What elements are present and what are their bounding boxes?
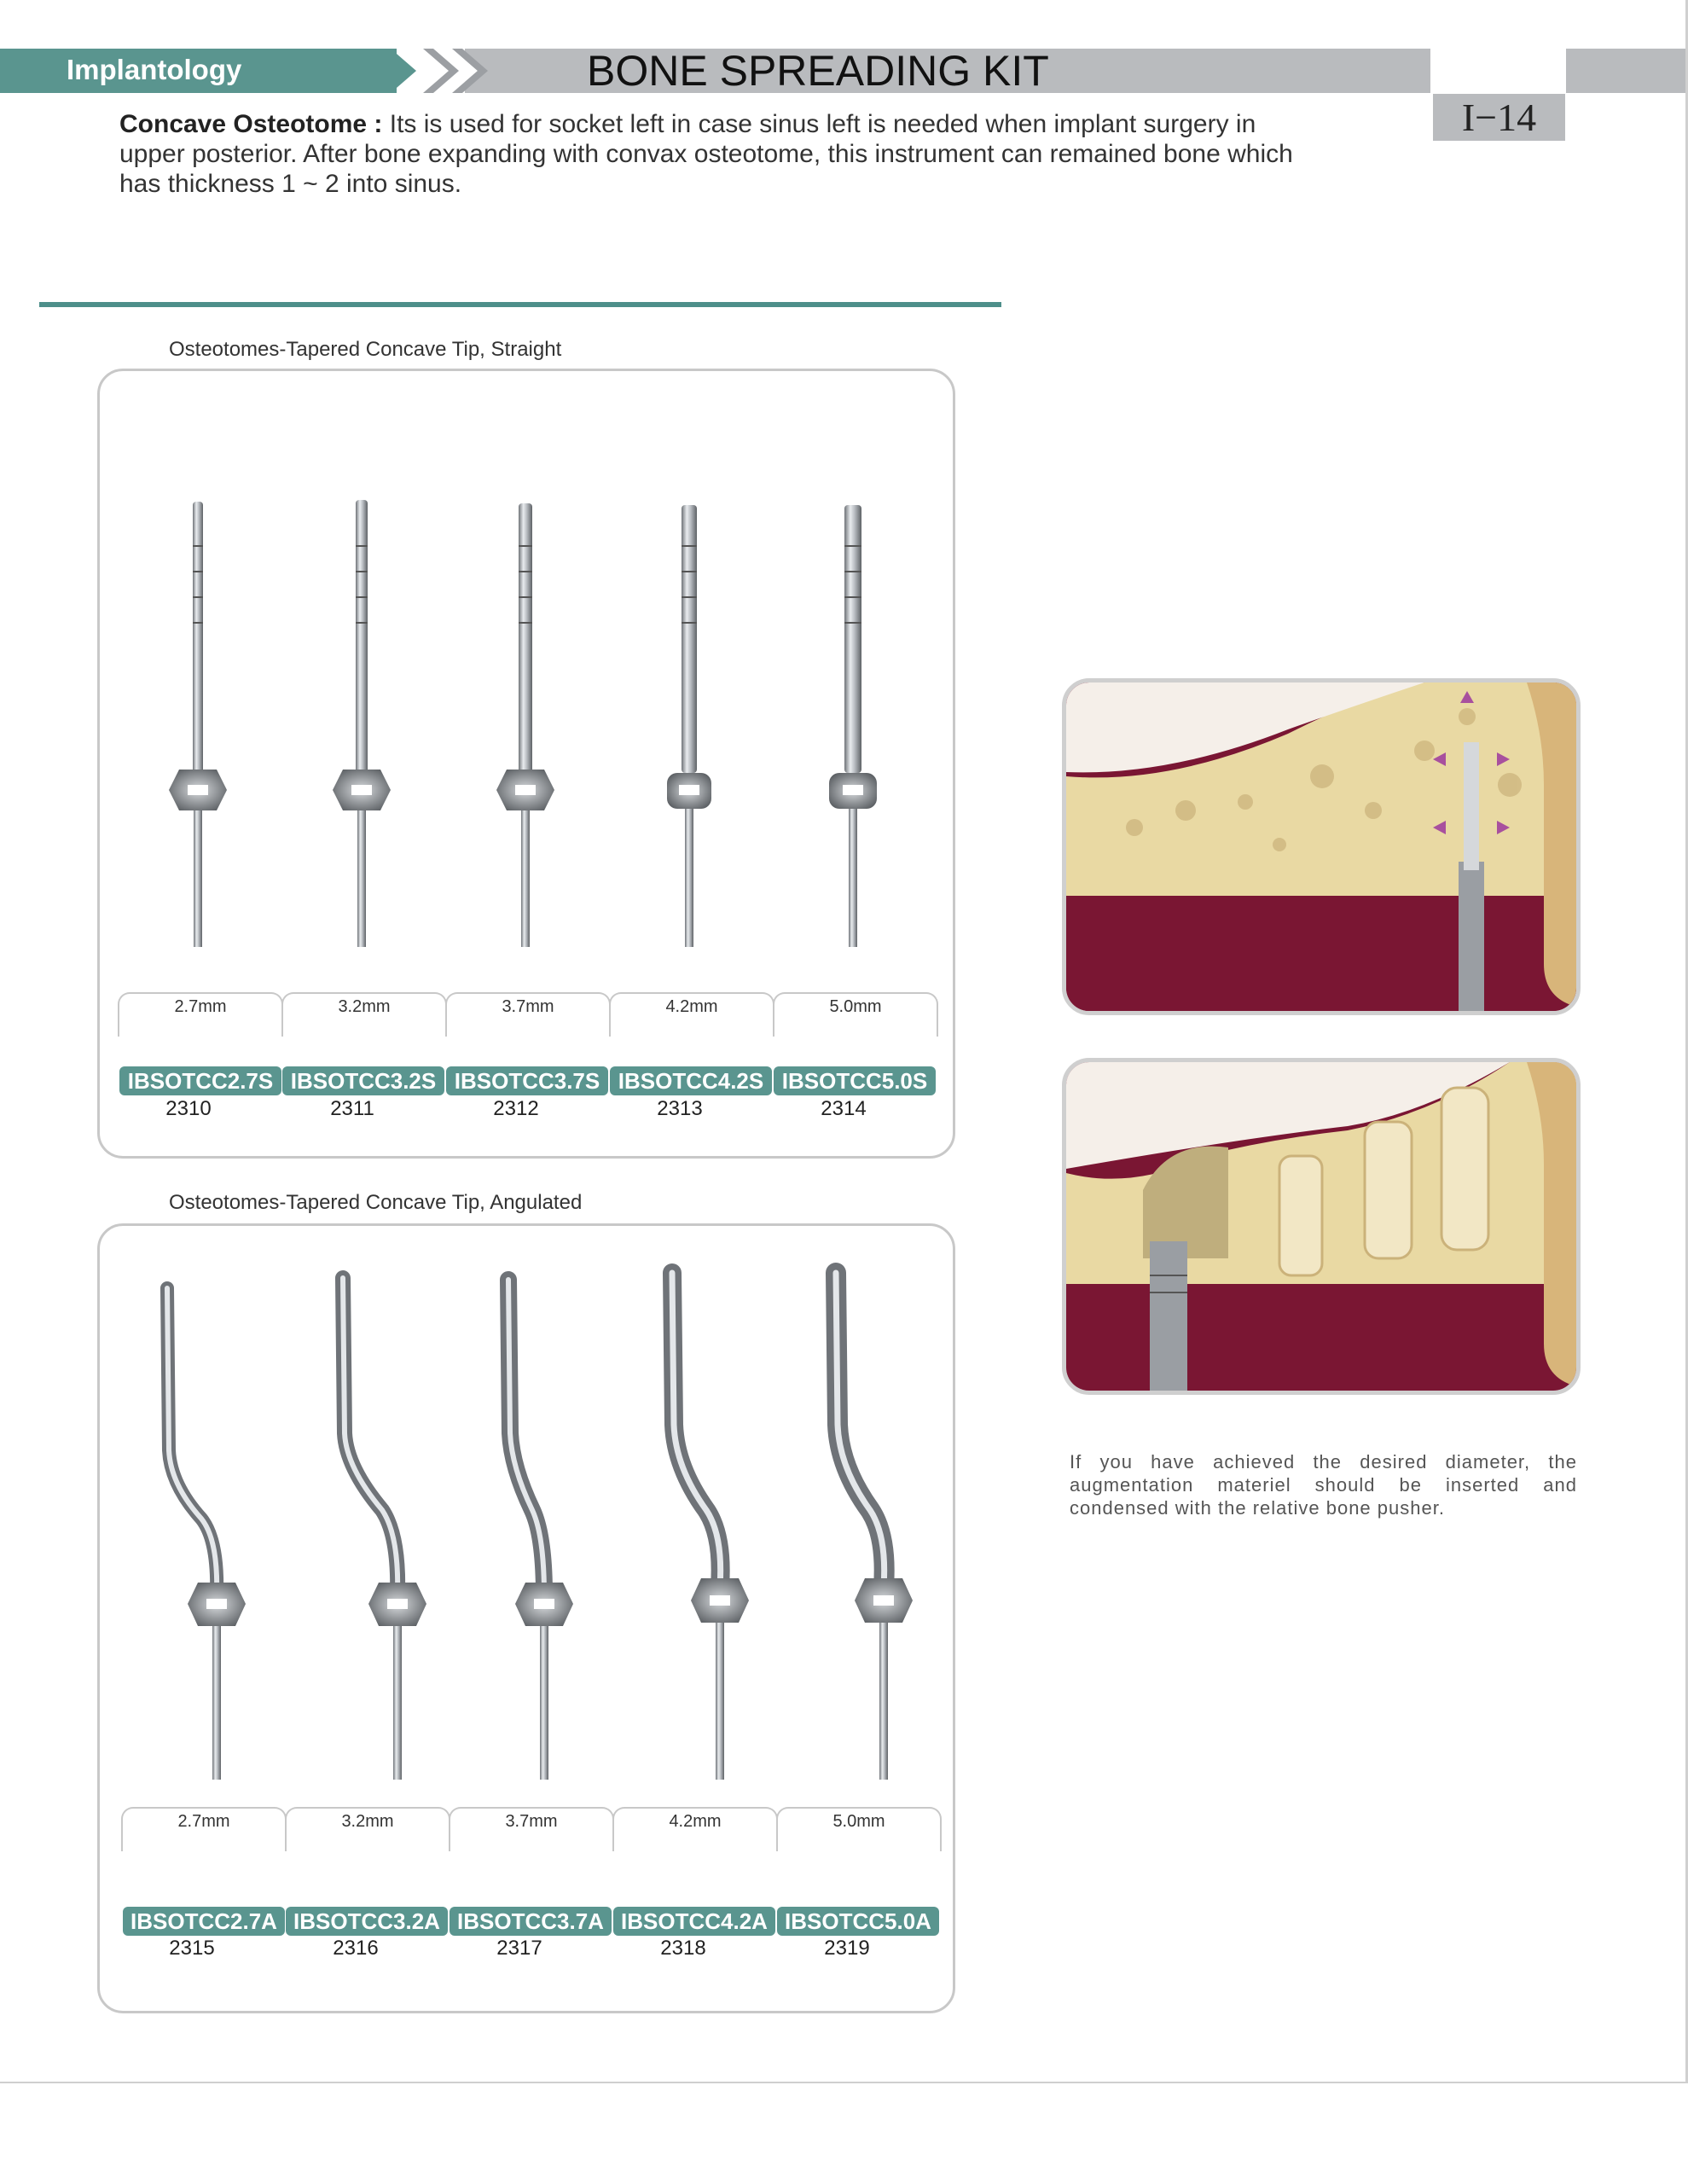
product-code: IBSOTCC4.2A bbox=[613, 1907, 775, 1936]
section-title-straight: Osteotomes-Tapered Concave Tip, Straight bbox=[169, 338, 562, 361]
size-label: 5.0mm bbox=[773, 992, 938, 1037]
angulated-osteotome-icon bbox=[508, 1280, 573, 1780]
catalog-number: 2311 bbox=[330, 1097, 374, 1120]
usage-note: If you have achieved the desired diameter, the augmentation materiel should be inserted and condensed with the relative bone pusher. bbox=[1070, 1451, 1577, 1519]
product-code: IBSOTCC3.7S bbox=[446, 1066, 608, 1095]
size-label: 5.0mm bbox=[776, 1807, 942, 1851]
footer-divider bbox=[0, 2082, 1688, 2083]
product-code: IBSOTCC5.0S bbox=[774, 1066, 936, 1095]
size-label: 3.2mm bbox=[285, 1807, 450, 1851]
angulated-osteotome-icon bbox=[672, 1273, 749, 1780]
size-label: 3.7mm bbox=[445, 992, 611, 1037]
page-number: I−14 bbox=[1433, 94, 1565, 141]
angulated-osteotome-icon bbox=[343, 1278, 426, 1780]
angulated-osteotomes-image bbox=[97, 1254, 950, 1792]
description bbox=[119, 109, 1314, 199]
osteotome-icon bbox=[496, 503, 554, 947]
osteotome-icon bbox=[829, 505, 877, 947]
chevron-arrows-icon bbox=[375, 49, 512, 93]
bone-pusher-illustration bbox=[1062, 1058, 1581, 1395]
product-code: IBSOTCC5.0A bbox=[777, 1907, 939, 1936]
straight-osteotomes-image bbox=[97, 486, 950, 964]
category-label: Implantology bbox=[67, 54, 242, 85]
size-label: 2.7mm bbox=[118, 992, 283, 1037]
catalog-number: 2318 bbox=[660, 1937, 706, 1960]
size-label: 4.2mm bbox=[609, 992, 774, 1037]
page-title: BONE SPREADING KIT bbox=[587, 47, 1049, 95]
osteotome-icon bbox=[667, 505, 711, 947]
size-label: 3.7mm bbox=[449, 1807, 614, 1851]
product-code: IBSOTCC3.2A bbox=[286, 1907, 448, 1936]
product-code: IBSOTCC3.2S bbox=[282, 1066, 444, 1095]
sinus-osteotome-illustration bbox=[1062, 678, 1581, 1015]
section-divider bbox=[39, 302, 1001, 307]
osteotome-icon bbox=[169, 502, 227, 947]
size-label: 2.7mm bbox=[121, 1807, 287, 1851]
angulated-osteotome-icon bbox=[167, 1288, 246, 1780]
catalog-number: 2312 bbox=[493, 1097, 539, 1120]
catalog-number: 2315 bbox=[169, 1937, 215, 1960]
product-code: IBSOTCC3.7A bbox=[450, 1907, 612, 1936]
osteotome-icon bbox=[333, 500, 391, 947]
catalog-number: 2317 bbox=[496, 1937, 542, 1960]
catalog-number: 2319 bbox=[824, 1937, 870, 1960]
angulated-osteotome-icon bbox=[836, 1273, 913, 1780]
catalog-number: 2310 bbox=[165, 1097, 212, 1120]
description-term: Concave Osteotome : bbox=[119, 110, 383, 138]
description-text: Its is used for socket left in case sinus left is needed when implant surgery in upper posterior. After bone expanding with convax osteotome, this instrument can remained bone which has thickness 1 ~ 2 into sinus. bbox=[119, 110, 1293, 198]
catalog-number: 2314 bbox=[821, 1097, 867, 1120]
size-label: 3.2mm bbox=[281, 992, 447, 1037]
section-title-angulated: Osteotomes-Tapered Concave Tip, Angulated bbox=[169, 1191, 583, 1214]
product-code: IBSOTCC2.7A bbox=[123, 1907, 285, 1936]
catalog-number: 2313 bbox=[657, 1097, 703, 1120]
size-label: 4.2mm bbox=[612, 1807, 778, 1851]
product-code: IBSOTCC4.2S bbox=[610, 1066, 772, 1095]
header-bar-right bbox=[1566, 49, 1688, 93]
catalog-number: 2316 bbox=[333, 1937, 379, 1960]
product-code: IBSOTCC2.7S bbox=[119, 1066, 281, 1095]
